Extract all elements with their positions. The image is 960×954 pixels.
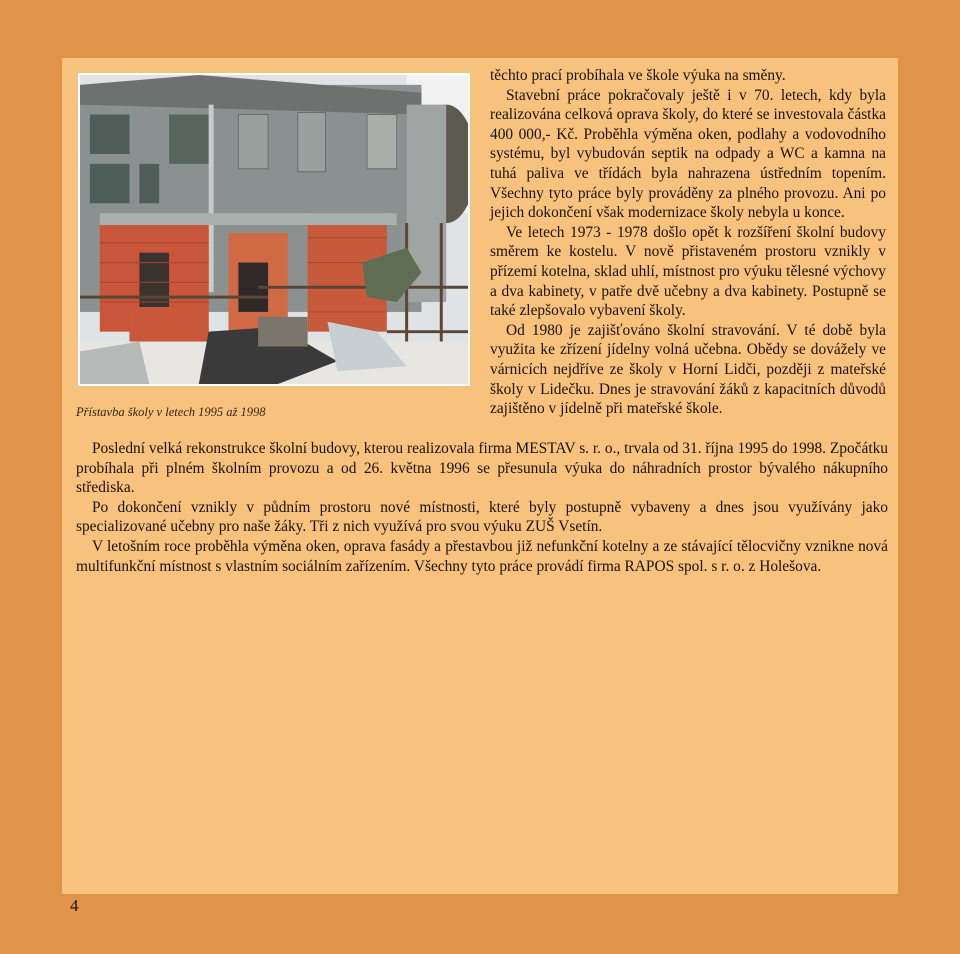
right-column-text <box>490 66 886 419</box>
main-text <box>76 439 888 576</box>
photo-caption: Přístavba školy v letech 1995 až 1998 <box>76 405 266 419</box>
page-number: 4 <box>70 896 79 915</box>
paragraph: Od 1980 je zajišťováno školní stravování. V té době byla využita ke zřízení jídelny volná učebna. Obědy se dovážely ve várnicích nejdříve ze školy v Horní Lidči, později z mateřské školy v Lidečku. Dnes je stravování žáků z kapacitních důvodů zajištěno v jídelně při mateřské škole. <box>490 321 886 418</box>
page-panel <box>62 58 898 894</box>
construction-photo-illustration <box>80 75 468 384</box>
paragraph: Ve letech 1973 - 1978 došlo opět k rozšíření školní budovy směrem ke kostelu. V nově přistaveném prostoru vznikly v přízemí kotelna, sklad uhlí, místnost pro výuku tělesné výchovy a dva kabinety, v patře dvě učebny a dva kabinety. Postupně se také zlepšovalo vybavení školy. <box>490 223 886 320</box>
paragraph: Stavební práce pokračovaly ještě i v 70. letech, kdy byla realizována celková oprava školy, do které se investovala částka 400 000,- Kč. Proběhla výměna oken, podlahy a vodovodního systému, byl vybudován septik na odpady a WC a kamna na tuhá paliva ve třídách byla nahrazena ústředním topením. Všechny tyto práce byly prováděny za plného provozu. Ani po jejich dokončení však modernizace školy nebyla u konce. <box>490 86 886 222</box>
paragraph: Poslední velká rekonstrukce školní budovy, kterou realizovala firma MESTAV s. r. o., trvala od 31. října 1995 do 1998. Zpočátku probíhala při plném školním provozu a od 26. května 1996 se přesunula výuka do náhradních prostor bývalého nákupního střediska. <box>76 440 888 497</box>
paragraph: Po dokončení vznikly v půdním prostoru nové místnosti, které byly postupně vybaveny a dnes jsou využívány jako specializované učebny pro naše žáky. Tři z nich využívá pro svou výuku ZUŠ Vsetín. <box>76 498 888 536</box>
construction-photo <box>78 73 470 386</box>
paragraph: těchto prací probíhala ve škole výuka na směny. <box>490 67 786 84</box>
paragraph: V letošním roce proběhla výměna oken, oprava fasády a přestavbou již nefunkční kotelny a ze stávající tělocvičny vznikne nová multifunkční místnost s vlastním sociálním zařízením. Všechny tyto práce provádí firma RAPOS spol. s r. o. z Holešova. <box>76 537 888 575</box>
